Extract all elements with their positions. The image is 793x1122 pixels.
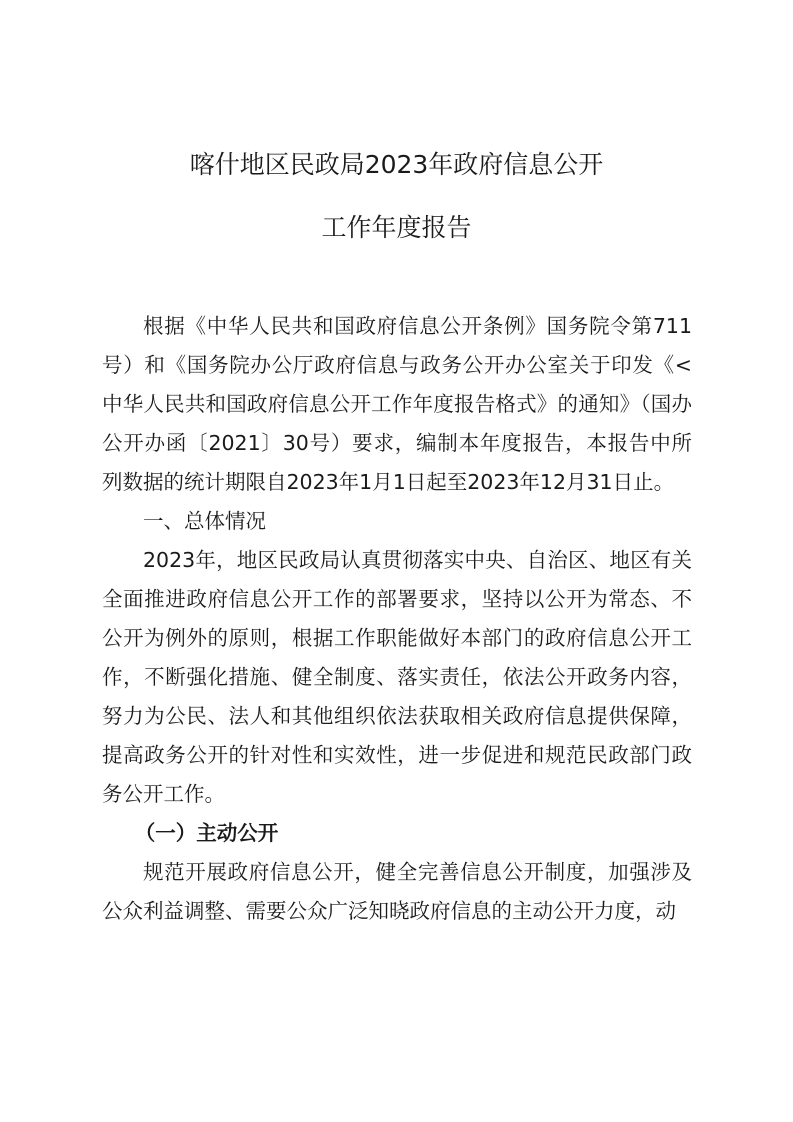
proactive-disclosure-paragraph: 规范开展政府信息公开，健全完善信息公开制度，加强涉及公众利益调整、需要公众广泛知晓政府信息的主动公开力度，动 (102, 860, 692, 923)
intro-paragraph: 根据《中华人民共和国政府信息公开条例》国务院令第711号）和《国务院办公厅政府信息与政务公开办公室关于印发《<中华人民共和国政府信息公开工作年度报告格式》的通知》（国办公开办函〔2021〕30号）要求，编制本年度报告，本报告中所列数据的统计期限自2023年1月1日起至2023年12月31日止。 (102, 314, 692, 494)
section-heading-overview: 一、总体情况 (143, 509, 266, 533)
overview-paragraph: 2023年，地区民政局认真贯彻落实中央、自治区、地区有关全面推进政府信息公开工作的部署要求，坚持以公开为常态、不公开为例外的原则，根据工作职能做好本部门的政府信息公开工作，不断强化措施、健全制度、落实责任，依法公开政务内容，努力为公民、法人和其他组织依法获取相关政府信息提供保障，提高政务公开的针对性和实效性，进一步促进和规范民政部门政务公开工作。 (102, 548, 692, 806)
subsection-heading-proactive-disclosure: （一）主动公开 (134, 821, 279, 845)
report-title-line-2: 工作年度报告 (321, 213, 472, 242)
report-body (102, 307, 692, 931)
report-title-line-1: 喀什地区民政局2023年政府信息公开 (189, 150, 604, 179)
